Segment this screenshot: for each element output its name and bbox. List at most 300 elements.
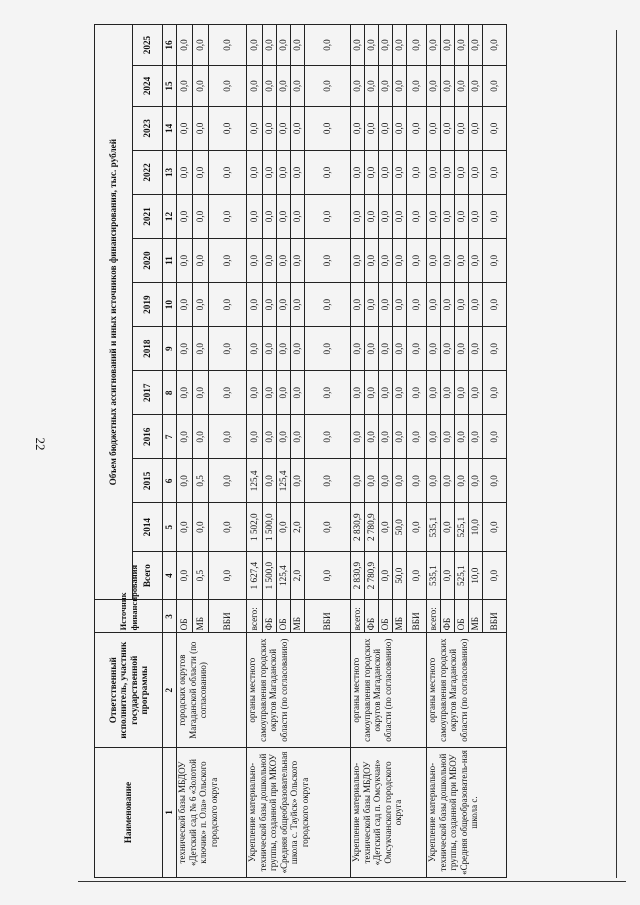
header-year: 2019 bbox=[133, 283, 163, 327]
row-source: ФБ bbox=[365, 600, 379, 633]
row-year-value: 125,4 bbox=[247, 459, 263, 503]
header-year: 2024 bbox=[133, 66, 163, 107]
header-financing-group: Объем бюджетных ассигнований и иных источников финансирования, тыс. рублей bbox=[95, 25, 133, 600]
row-year-value: 0,0 bbox=[277, 150, 291, 194]
row-responsible: органы местного самоуправления городских округов Магаданской области (по согласованию) bbox=[351, 633, 427, 748]
row-year-value: 0,0 bbox=[193, 327, 209, 371]
row-year-value: 0,0 bbox=[379, 66, 393, 107]
row-source: ВБИ bbox=[209, 600, 247, 633]
col-number: 5 bbox=[163, 503, 177, 551]
row-year-value: 0,0 bbox=[469, 150, 483, 194]
row-year-value: 0,0 bbox=[379, 239, 393, 283]
row-year-value: 0,0 bbox=[177, 239, 193, 283]
header-year: 2018 bbox=[133, 327, 163, 371]
row-year-value: 0,0 bbox=[351, 239, 365, 283]
row-year-value: 0,0 bbox=[393, 25, 407, 66]
row-year-value: 0,0 bbox=[291, 371, 305, 415]
col-number: 7 bbox=[163, 415, 177, 459]
row-year-value: 0,0 bbox=[193, 239, 209, 283]
row-year-value: 0,0 bbox=[483, 283, 507, 327]
row-total: 0,0 bbox=[483, 551, 507, 599]
row-year-value: 0,0 bbox=[483, 371, 507, 415]
header-name: Наименование bbox=[95, 747, 163, 877]
column-numbers-row bbox=[163, 25, 177, 878]
row-year-value: 0,0 bbox=[365, 150, 379, 194]
row-year-value: 0,0 bbox=[263, 371, 277, 415]
row-year-value: 0,0 bbox=[455, 283, 469, 327]
row-year-value: 0,0 bbox=[379, 106, 393, 150]
row-total: 2 830,9 bbox=[351, 551, 365, 599]
row-total: 2,0 bbox=[291, 551, 305, 599]
row-year-value: 0,0 bbox=[483, 239, 507, 283]
row-year-value: 0,0 bbox=[455, 239, 469, 283]
row-year-value: 0,0 bbox=[291, 283, 305, 327]
row-year-value: 0,0 bbox=[469, 283, 483, 327]
row-year-value: 0,0 bbox=[455, 371, 469, 415]
header-source: Источник финансирования bbox=[95, 600, 163, 633]
header-year: 2022 bbox=[133, 150, 163, 194]
row-year-value: 0,0 bbox=[277, 503, 291, 551]
row-year-value: 0,0 bbox=[305, 239, 351, 283]
row-year-value: 0,0 bbox=[427, 66, 441, 107]
row-year-value: 0,0 bbox=[291, 25, 305, 66]
row-item-name: Укрепление материально-технической базы дошкольной группы, созданной при МБОУ «Средняя общеобразователь-ная школа с. bbox=[427, 747, 507, 877]
row-year-value: 0,0 bbox=[393, 194, 407, 238]
row-source: МБ bbox=[393, 600, 407, 633]
row-year-value: 0,0 bbox=[351, 25, 365, 66]
row-total: 525,1 bbox=[455, 551, 469, 599]
row-year-value: 0,0 bbox=[277, 371, 291, 415]
row-year-value: 0,0 bbox=[209, 150, 247, 194]
header-year: 2025 bbox=[133, 25, 163, 66]
row-year-value: 0,0 bbox=[209, 239, 247, 283]
row-year-value: 0,0 bbox=[393, 459, 407, 503]
row-source: ВБИ bbox=[483, 600, 507, 633]
row-year-value: 0,0 bbox=[441, 371, 455, 415]
row-year-value: 2,0 bbox=[291, 503, 305, 551]
page-bottom-line bbox=[78, 881, 626, 882]
row-year-value: 0,0 bbox=[441, 503, 455, 551]
row-year-value: 535,1 bbox=[427, 503, 441, 551]
row-year-value: 0,0 bbox=[407, 150, 427, 194]
row-year-value: 0,0 bbox=[455, 459, 469, 503]
row-year-value: 0,0 bbox=[263, 194, 277, 238]
row-year-value: 0,0 bbox=[427, 371, 441, 415]
row-year-value: 0,0 bbox=[209, 25, 247, 66]
row-year-value: 0,0 bbox=[263, 415, 277, 459]
row-year-value: 0,0 bbox=[263, 150, 277, 194]
col-number: 2 bbox=[163, 633, 177, 748]
row-year-value: 0,0 bbox=[247, 194, 263, 238]
row-year-value: 0,0 bbox=[177, 25, 193, 66]
row-year-value: 0,0 bbox=[209, 283, 247, 327]
row-year-value: 0,0 bbox=[305, 503, 351, 551]
row-year-value: 0,0 bbox=[393, 327, 407, 371]
row-year-value: 0,0 bbox=[209, 459, 247, 503]
row-total: 0,5 bbox=[193, 551, 209, 599]
row-year-value: 0,0 bbox=[291, 459, 305, 503]
row-year-value: 0,0 bbox=[247, 25, 263, 66]
row-year-value: 0,0 bbox=[379, 327, 393, 371]
row-year-value: 0,0 bbox=[277, 239, 291, 283]
row-year-value: 0,0 bbox=[351, 327, 365, 371]
col-number: 3 bbox=[163, 600, 177, 633]
header-year: 2021 bbox=[133, 194, 163, 238]
col-number: 15 bbox=[163, 66, 177, 107]
row-year-value: 0,0 bbox=[441, 327, 455, 371]
row-year-value: 0,0 bbox=[407, 503, 427, 551]
row-year-value: 0,0 bbox=[177, 283, 193, 327]
row-year-value: 0,0 bbox=[407, 459, 427, 503]
col-number: 6 bbox=[163, 459, 177, 503]
table-body bbox=[177, 25, 507, 878]
row-year-value: 0,0 bbox=[193, 415, 209, 459]
row-total: 10,0 bbox=[469, 551, 483, 599]
row-year-value: 0,0 bbox=[247, 327, 263, 371]
row-year-value: 2 780,9 bbox=[365, 503, 379, 551]
row-responsible: органы местного самоуправления городских округов Магаданской области (по согласованию) bbox=[427, 633, 507, 748]
row-year-value: 0,0 bbox=[393, 239, 407, 283]
row-year-value: 0,0 bbox=[441, 239, 455, 283]
col-number: 4 bbox=[163, 551, 177, 599]
row-year-value: 0,0 bbox=[393, 371, 407, 415]
row-year-value: 0,0 bbox=[455, 194, 469, 238]
header-year: 2015 bbox=[133, 459, 163, 503]
row-year-value: 0,0 bbox=[393, 150, 407, 194]
row-year-value: 0,0 bbox=[379, 459, 393, 503]
row-year-value: 0,0 bbox=[455, 150, 469, 194]
row-year-value: 0,0 bbox=[393, 66, 407, 107]
row-year-value: 0,0 bbox=[291, 66, 305, 107]
row-source: ФБ bbox=[263, 600, 277, 633]
row-year-value: 0,0 bbox=[469, 106, 483, 150]
row-year-value: 0,0 bbox=[193, 503, 209, 551]
row-source: ВБИ bbox=[407, 600, 427, 633]
row-year-value: 0,0 bbox=[263, 283, 277, 327]
row-total: 1 627,4 bbox=[247, 551, 263, 599]
row-year-value: 0,0 bbox=[291, 327, 305, 371]
col-number: 13 bbox=[163, 150, 177, 194]
row-source: ВБИ bbox=[305, 600, 351, 633]
row-year-value: 0,0 bbox=[351, 415, 365, 459]
row-year-value: 0,0 bbox=[277, 106, 291, 150]
row-year-value: 0,0 bbox=[483, 415, 507, 459]
col-number: 8 bbox=[163, 371, 177, 415]
row-year-value: 0,0 bbox=[483, 459, 507, 503]
row-year-value: 0,0 bbox=[441, 415, 455, 459]
row-year-value: 0,0 bbox=[483, 66, 507, 107]
row-year-value: 0,0 bbox=[177, 150, 193, 194]
row-year-value: 0,0 bbox=[379, 150, 393, 194]
header-year: 2016 bbox=[133, 415, 163, 459]
row-year-value: 0,0 bbox=[177, 371, 193, 415]
row-year-value: 10,0 bbox=[469, 503, 483, 551]
row-year-value: 0,0 bbox=[379, 503, 393, 551]
row-year-value: 0,0 bbox=[483, 327, 507, 371]
row-year-value: 0,0 bbox=[177, 415, 193, 459]
col-number: 11 bbox=[163, 239, 177, 283]
col-number: 1 bbox=[163, 747, 177, 877]
row-year-value: 0,0 bbox=[193, 283, 209, 327]
row-year-value: 0,0 bbox=[177, 194, 193, 238]
row-year-value: 0,0 bbox=[427, 415, 441, 459]
row-year-value: 0,0 bbox=[351, 194, 365, 238]
row-year-value: 0,0 bbox=[193, 194, 209, 238]
row-source: МБ bbox=[469, 600, 483, 633]
row-total: 0,0 bbox=[379, 551, 393, 599]
row-year-value: 2 830,9 bbox=[351, 503, 365, 551]
row-year-value: 0,0 bbox=[393, 415, 407, 459]
row-year-value: 0,0 bbox=[263, 25, 277, 66]
row-year-value: 0,0 bbox=[305, 194, 351, 238]
row-source: ФБ bbox=[441, 600, 455, 633]
row-year-value: 0,0 bbox=[407, 283, 427, 327]
row-year-value: 1 502,0 bbox=[247, 503, 263, 551]
row-year-value: 0,0 bbox=[193, 371, 209, 415]
row-year-value: 0,0 bbox=[365, 106, 379, 150]
row-year-value: 0,0 bbox=[277, 415, 291, 459]
header-year: 2020 bbox=[133, 239, 163, 283]
row-year-value: 0,0 bbox=[277, 283, 291, 327]
row-year-value: 0,0 bbox=[469, 25, 483, 66]
row-year-value: 0,0 bbox=[407, 415, 427, 459]
row-year-value: 0,0 bbox=[379, 25, 393, 66]
row-total: 0,0 bbox=[177, 551, 193, 599]
row-year-value: 0,0 bbox=[427, 150, 441, 194]
row-source: МБ bbox=[291, 600, 305, 633]
row-year-value: 0,0 bbox=[483, 503, 507, 551]
row-year-value: 0,0 bbox=[305, 150, 351, 194]
row-year-value: 0,0 bbox=[365, 283, 379, 327]
row-source: ОБ bbox=[177, 600, 193, 633]
row-year-value: 0,0 bbox=[379, 194, 393, 238]
row-year-value: 0,0 bbox=[483, 194, 507, 238]
row-year-value: 0,0 bbox=[193, 106, 209, 150]
table-row bbox=[427, 25, 441, 878]
row-total: 0,0 bbox=[209, 551, 247, 599]
financing-table bbox=[94, 24, 507, 878]
row-total: 50,0 bbox=[393, 551, 407, 599]
row-year-value: 0,0 bbox=[441, 66, 455, 107]
row-year-value: 0,0 bbox=[379, 371, 393, 415]
row-year-value: 0,0 bbox=[305, 25, 351, 66]
rotated-table-page bbox=[94, 24, 614, 878]
row-year-value: 0,0 bbox=[455, 415, 469, 459]
row-year-value: 0,0 bbox=[263, 459, 277, 503]
row-year-value: 0,0 bbox=[455, 106, 469, 150]
row-year-value: 0,0 bbox=[393, 283, 407, 327]
table-row bbox=[351, 25, 365, 878]
row-year-value: 0,0 bbox=[277, 327, 291, 371]
row-total: 0,0 bbox=[441, 551, 455, 599]
row-year-value: 0,0 bbox=[469, 66, 483, 107]
row-year-value: 0,0 bbox=[365, 66, 379, 107]
row-year-value: 0,0 bbox=[277, 25, 291, 66]
row-year-value: 0,0 bbox=[441, 106, 455, 150]
row-year-value: 0,0 bbox=[263, 327, 277, 371]
row-year-value: 0,0 bbox=[407, 327, 427, 371]
row-year-value: 0,0 bbox=[365, 371, 379, 415]
row-year-value: 0,0 bbox=[351, 66, 365, 107]
row-year-value: 0,0 bbox=[469, 194, 483, 238]
col-number: 12 bbox=[163, 194, 177, 238]
row-year-value: 0,0 bbox=[177, 503, 193, 551]
row-year-value: 0,0 bbox=[407, 371, 427, 415]
row-year-value: 0,0 bbox=[441, 459, 455, 503]
row-year-value: 0,0 bbox=[263, 239, 277, 283]
row-year-value: 0,0 bbox=[365, 25, 379, 66]
row-year-value: 0,0 bbox=[291, 150, 305, 194]
row-year-value: 0,0 bbox=[441, 283, 455, 327]
row-year-value: 0,5 bbox=[193, 459, 209, 503]
row-year-value: 0,0 bbox=[193, 150, 209, 194]
row-year-value: 0,0 bbox=[427, 327, 441, 371]
row-year-value: 0,0 bbox=[469, 415, 483, 459]
header-year: 2014 bbox=[133, 503, 163, 551]
row-total: 1 500,0 bbox=[263, 551, 277, 599]
row-year-value: 0,0 bbox=[263, 106, 277, 150]
row-year-value: 0,0 bbox=[177, 106, 193, 150]
row-year-value: 0,0 bbox=[427, 283, 441, 327]
row-year-value: 0,0 bbox=[483, 106, 507, 150]
row-year-value: 0,0 bbox=[393, 106, 407, 150]
row-year-value: 0,0 bbox=[407, 106, 427, 150]
row-year-value: 0,0 bbox=[483, 25, 507, 66]
col-number: 16 bbox=[163, 25, 177, 66]
row-year-value: 0,0 bbox=[351, 459, 365, 503]
row-year-value: 0,0 bbox=[209, 66, 247, 107]
row-year-value: 0,0 bbox=[427, 25, 441, 66]
row-responsible: органы местного самоуправления городских округов Магаданской области (по согласованию) bbox=[247, 633, 351, 748]
row-year-value: 0,0 bbox=[427, 459, 441, 503]
row-year-value: 0,0 bbox=[305, 106, 351, 150]
row-year-value: 0,0 bbox=[209, 503, 247, 551]
row-year-value: 0,0 bbox=[291, 106, 305, 150]
header-responsible: Ответственный исполнитель, участник государственной программы bbox=[95, 633, 163, 748]
row-year-value: 0,0 bbox=[441, 150, 455, 194]
row-source: всего: bbox=[247, 600, 263, 633]
col-number: 10 bbox=[163, 283, 177, 327]
row-year-value: 0,0 bbox=[427, 194, 441, 238]
row-source: МБ bbox=[193, 600, 209, 633]
row-year-value: 0,0 bbox=[277, 194, 291, 238]
row-year-value: 0,0 bbox=[365, 194, 379, 238]
row-year-value: 0,0 bbox=[365, 239, 379, 283]
row-year-value: 0,0 bbox=[177, 459, 193, 503]
row-total: 0,0 bbox=[407, 551, 427, 599]
col-number: 9 bbox=[163, 327, 177, 371]
row-year-value: 0,0 bbox=[305, 459, 351, 503]
row-year-value: 0,0 bbox=[469, 459, 483, 503]
row-source: ОБ bbox=[455, 600, 469, 633]
row-year-value: 0,0 bbox=[263, 66, 277, 107]
row-year-value: 0,0 bbox=[209, 415, 247, 459]
row-year-value: 0,0 bbox=[291, 239, 305, 283]
row-responsible: городских округов Магаданской области (по согласованию) bbox=[177, 633, 247, 748]
row-year-value: 50,0 bbox=[393, 503, 407, 551]
page-number: 22 bbox=[33, 437, 48, 451]
row-source: всего: bbox=[351, 600, 365, 633]
row-year-value: 0,0 bbox=[277, 66, 291, 107]
row-year-value: 0,0 bbox=[379, 415, 393, 459]
row-year-value: 0,0 bbox=[291, 415, 305, 459]
row-year-value: 0,0 bbox=[247, 66, 263, 107]
row-year-value: 0,0 bbox=[247, 371, 263, 415]
row-year-value: 0,0 bbox=[351, 283, 365, 327]
row-year-value: 0,0 bbox=[247, 283, 263, 327]
row-year-value: 0,0 bbox=[469, 371, 483, 415]
row-year-value: 0,0 bbox=[351, 150, 365, 194]
row-year-value: 0,0 bbox=[455, 66, 469, 107]
row-year-value: 0,0 bbox=[407, 66, 427, 107]
row-year-value: 125,4 bbox=[277, 459, 291, 503]
row-total: 0,0 bbox=[305, 551, 351, 599]
row-item-name: Укрепление материально-технической базы МБДОУ «Детский сад п. Омсукчан» Омсукчанского городского округа bbox=[351, 747, 427, 877]
row-year-value: 0,0 bbox=[247, 415, 263, 459]
row-year-value: 0,0 bbox=[247, 150, 263, 194]
row-year-value: 0,0 bbox=[209, 106, 247, 150]
row-year-value: 0,0 bbox=[247, 106, 263, 150]
row-year-value: 0,0 bbox=[291, 194, 305, 238]
row-year-value: 0,0 bbox=[427, 239, 441, 283]
row-item-name: технической базы МБДОУ «Детский сад № 6 «Золотой ключик» п. Ола» Ольского городского округа bbox=[177, 747, 247, 877]
row-item-name: Укрепление материально-технической базы дошкольной группы, созданной при МКОУ «Средняя общеобразовательная школа с. Тауйск» Ольского городского округа bbox=[247, 747, 351, 877]
header-year: 2023 bbox=[133, 106, 163, 150]
page-edge-line bbox=[616, 30, 617, 878]
row-year-value: 0,0 bbox=[209, 371, 247, 415]
row-year-value: 0,0 bbox=[469, 327, 483, 371]
row-year-value: 0,0 bbox=[305, 283, 351, 327]
row-year-value: 0,0 bbox=[365, 415, 379, 459]
row-year-value: 0,0 bbox=[407, 25, 427, 66]
col-number: 14 bbox=[163, 106, 177, 150]
row-total: 125,4 bbox=[277, 551, 291, 599]
row-source: всего: bbox=[427, 600, 441, 633]
row-year-value: 0,0 bbox=[441, 25, 455, 66]
row-year-value: 0,0 bbox=[455, 25, 469, 66]
row-year-value: 0,0 bbox=[351, 106, 365, 150]
row-year-value: 0,0 bbox=[379, 283, 393, 327]
row-year-value: 0,0 bbox=[427, 106, 441, 150]
row-year-value: 0,0 bbox=[483, 150, 507, 194]
row-source: ОБ bbox=[379, 600, 393, 633]
header-year: 2017 bbox=[133, 371, 163, 415]
row-year-value: 525,1 bbox=[455, 503, 469, 551]
row-year-value: 0,0 bbox=[305, 371, 351, 415]
row-year-value: 0,0 bbox=[407, 194, 427, 238]
row-year-value: 0,0 bbox=[209, 327, 247, 371]
row-year-value: 0,0 bbox=[365, 327, 379, 371]
row-year-value: 0,0 bbox=[351, 371, 365, 415]
row-year-value: 0,0 bbox=[407, 239, 427, 283]
row-year-value: 0,0 bbox=[247, 239, 263, 283]
row-year-value: 0,0 bbox=[193, 25, 209, 66]
table-row bbox=[177, 25, 193, 878]
row-year-value: 0,0 bbox=[365, 459, 379, 503]
row-year-value: 0,0 bbox=[193, 66, 209, 107]
row-year-value: 0,0 bbox=[209, 194, 247, 238]
row-year-value: 0,0 bbox=[177, 66, 193, 107]
row-year-value: 0,0 bbox=[305, 66, 351, 107]
row-source: ОБ bbox=[277, 600, 291, 633]
row-year-value: 0,0 bbox=[469, 239, 483, 283]
row-total: 2 780,9 bbox=[365, 551, 379, 599]
row-year-value: 0,0 bbox=[177, 327, 193, 371]
row-year-value: 0,0 bbox=[305, 415, 351, 459]
header-total: Всего bbox=[133, 551, 163, 599]
row-year-value: 0,0 bbox=[455, 327, 469, 371]
row-year-value: 1 500,0 bbox=[263, 503, 277, 551]
